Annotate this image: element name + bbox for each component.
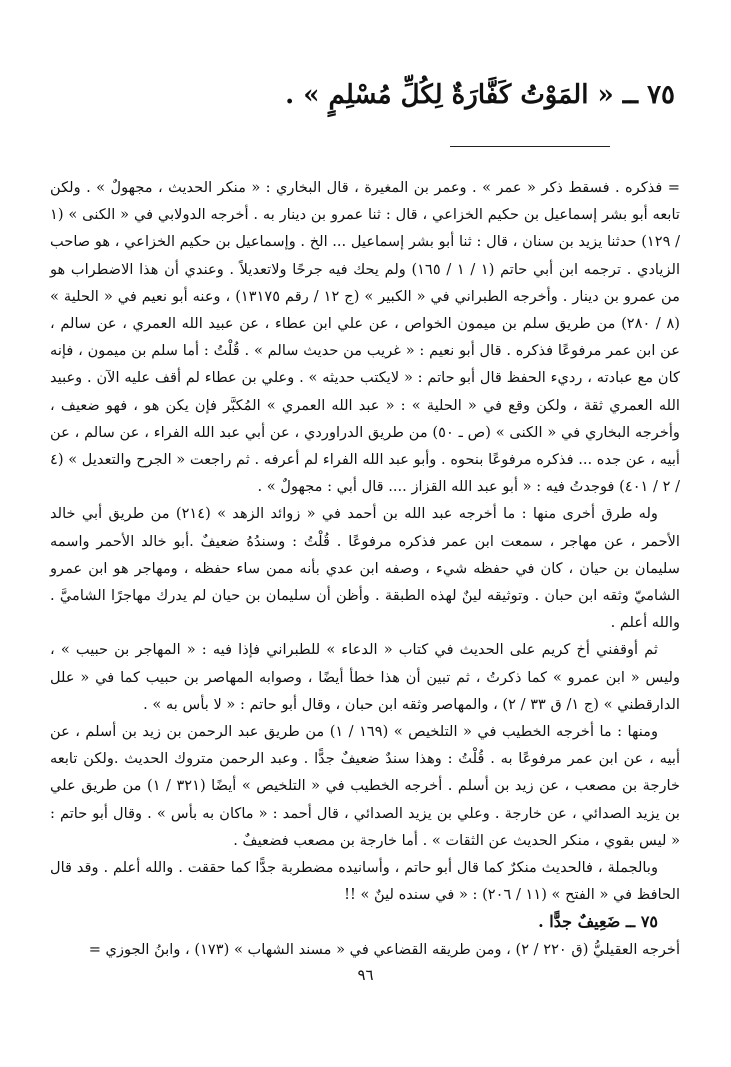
commentary-paragraph: وله طرق أخرى منها : ما أخرجه عبد الله بن أحمد في « زوائد الزهد » (٢١٤) من طريق أبي خالد الأحمر ، عن مهاجر ، سمعت ابن عمر فذكره مرفوعًا . قُلْتُ : وسندُهُ ضعيفٌ .أبو خالد الأحمر واسمه سليمان بن حيان ، كان في حفظه شيء ، وصفه ابن عدي بأنه ممن ساء حفظه ، ومهاجر هو ابن عمرو الشاميّ وثقه ابن حبان . وتوثيقه لينٌ لهذه الطبقة . وأظن أن سليمان بن حيان لم يدرك مهاجرًا الشاميَّ . والله أعلم .	[50, 505, 680, 632]
page-number: ٩٦	[357, 966, 374, 984]
takhrij-paragraph: أخرجه العقيليُّ (ق ٢٢٠ / ٢) ، ومن طريقه القضاعي في « مسند الشهاب » (١٧٣) ، وابنُ الجوزي =	[88, 940, 680, 958]
commentary-paragraph: ومنها : ما أخرجه الخطيب في « التلخيص » (١٦٩ / ١) من طريق عبد الرحمن بن زيد بن أسلم ، عن أبيه ، عن ابن عمر مرفوعًا به . قُلْتُ : وهذا سندٌ ضعيفٌ جدًّا . وعبد الرحمن متروك الحديث .ولكن تابعه خارجة بن مصعب ، عن زيد بن أسلم . أخرجه الخطيب في « التلخيص » أيضًا (٣٢١ / ١) من طريق علي بن يزيد الصدائي ، عن خارجة . وعلي بن يزيد الصدائي ، قال أحمد : « ماكان به بأس » . وقال أبو حاتم : « ليس بقوي ، منكر الحديث عن الثقات » . أما خارجة بن مصعب فضعيفٌ .	[50, 723, 681, 849]
grading-subheading: ٧٥ ــ ضَعِيفٌ جدًّا .	[538, 912, 658, 932]
commentary-paragraph: وبالجملة ، فالحديث منكرٌ كما قال أبو حاتم ، وأسانيده مضطربة جدًّا كما حققت . والله أعلم . وقد قال الحافظ في « الفتح » (١١ / ٢٠٦) : « في سنده لينٌ » !!	[50, 859, 680, 904]
heading-divider	[450, 146, 610, 147]
commentary-paragraph: = فذكره . فسقط ذكر « عمر » . وعمر بن المغيرة ، قال البخاري : « منكر الحديث ، مجهولٌ » . ولكن تابعه أبو بشر إسماعيل بن حكيم الخزاعي ، قال : ثنا عمرو بن دينار به . أخرجه الدولابي في « الكنى » (١ / ١٢٩) حدثنا يزيد بن سنان ، قال : ثنا أبو بشر إسماعيل ... الخ . وإسماعيل بن حكيم الخزاعي ، هو صاحب الزيادي . ترجمه ابن أبي حاتم (١ / ١ / ١٦٥) ولم يحك فيه جرحًا ولاتعديلاً . وعندي أن هذا الاضطراب هو من عمرو بن دينار . وأخرجه الطبراني في « الكبير » (ج ١٢ / رقم ١٣١٧٥) ، وعنه أبو نعيم في « الحلية » (٨ / ٢٨٠) من طريق سلم بن ميمون الخواص ، عن علي ابن عطاء ، عن عبيد الله العمري ، عن سالم ، عن ابن عمر مرفوعًا فذكره . قال أبو نعيم : « غريب من حديث سالم » . قُلْتُ : أما سلم بن ميمون ، فإنه كان مع عبادته ، رديء الحفظ قال أبو حاتم : « لايكتب حديثه » . وعلي بن عطاء لم أقف عليه الآن . وعبيد الله العمري ثقة ، ولكن وقع في « الحلية » : « عبد الله العمري » المُكبَّر فإن يكن هو ، فهو ضعيف ، وأخرجه البخاري في « الكنى » (ص ـ ٥٠) من طريق الدراوردي ، عن أبي عبد الله الفراء ، عن سالم ، عن أبيه ، عن جده ... فذكره مرفوعًا بنحوه . وأبو عبد الله الفراء لم أعرفه . ثم راجعت « الجرح والتعديل » (٤ / ٢ / ٤٠١) فوجدتُ فيه : « أبو عبد الله القزاز .... قال أبي : مجهولٌ » .	[50, 179, 680, 496]
hadith-heading: ٧٥ ــ « المَوْتُ كَفَّارَةٌ لِكُلِّ مُسْلِمٍ » .	[285, 80, 675, 110]
commentary-paragraph: ثم أوقفني أخ كريم على الحديث في كتاب « الدعاء » للطبراني فإذا فيه : « المهاجر بن حبيب » ، وليس « ابن عمرو » كما ذكرتُ ، ثم تبين أن هذا خطأ أيضًا ، وصوابه المهاصر بن حبيب كما في « علل الدارقطني » (ج ١/ ق ٣٣ / ٢) ، والمهاصر وثقه ابن حبان ، وقال أبو حاتم : « لا بأس به » .	[50, 641, 680, 713]
commentary-body	[50, 174, 680, 963]
